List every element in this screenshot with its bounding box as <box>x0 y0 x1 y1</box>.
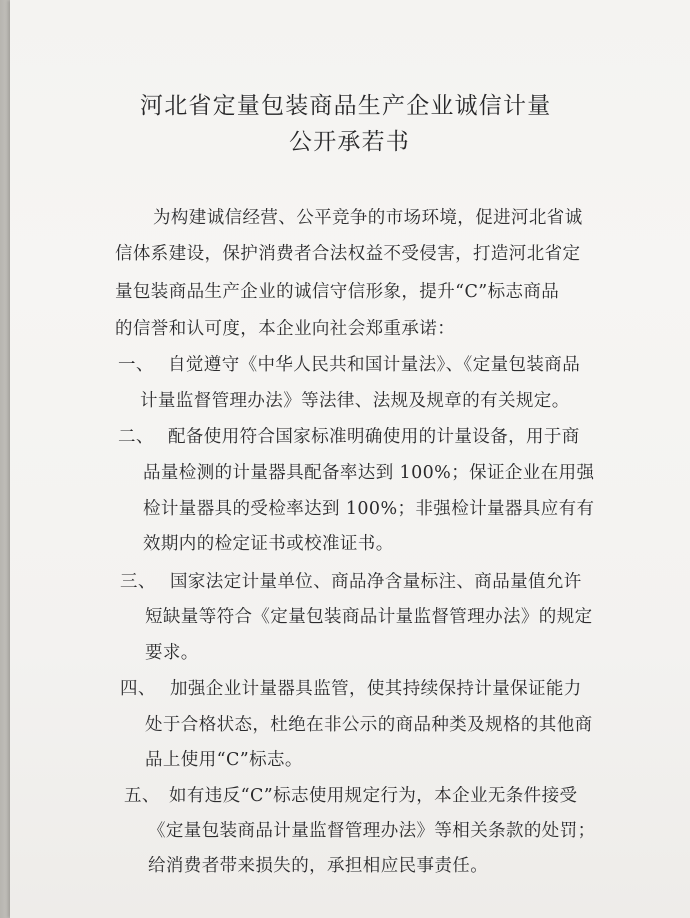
item-3-text: 国家法定计量单位、商品净含量标注、商品量值允许 <box>170 572 582 592</box>
item-3-line-1 <box>120 570 582 594</box>
item-3-line-3: 要求。 <box>145 643 199 663</box>
item-4-line-2: 处于合格状态，杜绝在非公示的商品种类及规格的其他商 <box>145 715 593 735</box>
item-4-text: 加强企业计量器具监管，使其持续保持计量保证能力 <box>170 679 582 699</box>
item-4-line-1 <box>120 677 582 701</box>
item-5-text: 如有违反“C”标志使用规定行为，本企业无条件接受 <box>169 786 578 806</box>
item-4-number: 四、 <box>120 679 156 699</box>
document-title-line-1: 河北省定量包装商品生产企业诚信计量 <box>140 93 552 119</box>
intro-line-4: 的信誉和认可度，本企业向社会郑重承诺： <box>115 319 456 339</box>
item-1-number: 一、 <box>118 355 154 375</box>
item-2-number: 二、 <box>118 427 154 447</box>
item-2-text: 配备使用符合国家标准明确使用的计量设备，用于商 <box>168 427 580 447</box>
document-title-line-2: 公开承若书 <box>289 129 410 155</box>
item-4-line-3: 品上使用“C”标志。 <box>145 750 303 770</box>
item-5-line-1 <box>124 784 577 808</box>
item-1-line-1 <box>118 353 580 377</box>
item-2-line-2: 品量检测的计量器具配备率达到 100%；保证企业在用强 <box>143 463 595 483</box>
item-1-line-2: 计量监督管理办法》等法律、法规及规章的有关规定。 <box>140 391 570 411</box>
item-5-line-2: 《定量包装商品计量监督管理办法》等相关条款的处罚； <box>148 821 596 841</box>
item-3-line-2: 短缺量等符合《定量包装商品计量监督管理办法》的规定 <box>145 607 593 627</box>
intro-line-1: 为构建诚信经营、公平竞争的市场环境，促进河北省诚 <box>153 208 583 228</box>
item-5-line-3: 给消费者带来损失的，承担相应民事责任。 <box>148 856 489 876</box>
item-2-line-4: 效期内的检定证书或校准证书。 <box>143 534 394 554</box>
item-2-line-1 <box>118 425 580 449</box>
intro-line-2: 信体系建设，保护消费者合法权益不受侵害，打造河北省定 <box>115 244 581 264</box>
intro-line-3: 量包装商品生产企业的诚信守信形象，提升“C”标志商品 <box>115 282 560 302</box>
item-3-number: 三、 <box>120 572 156 592</box>
item-5-number: 五、 <box>124 786 160 806</box>
item-1-text: 自觉遵守《中华人民共和国计量法》、《定量包装商品 <box>168 355 581 375</box>
item-2-line-3: 检计量器具的受检率达到 100%；非强检计量器具应有有 <box>143 499 595 519</box>
